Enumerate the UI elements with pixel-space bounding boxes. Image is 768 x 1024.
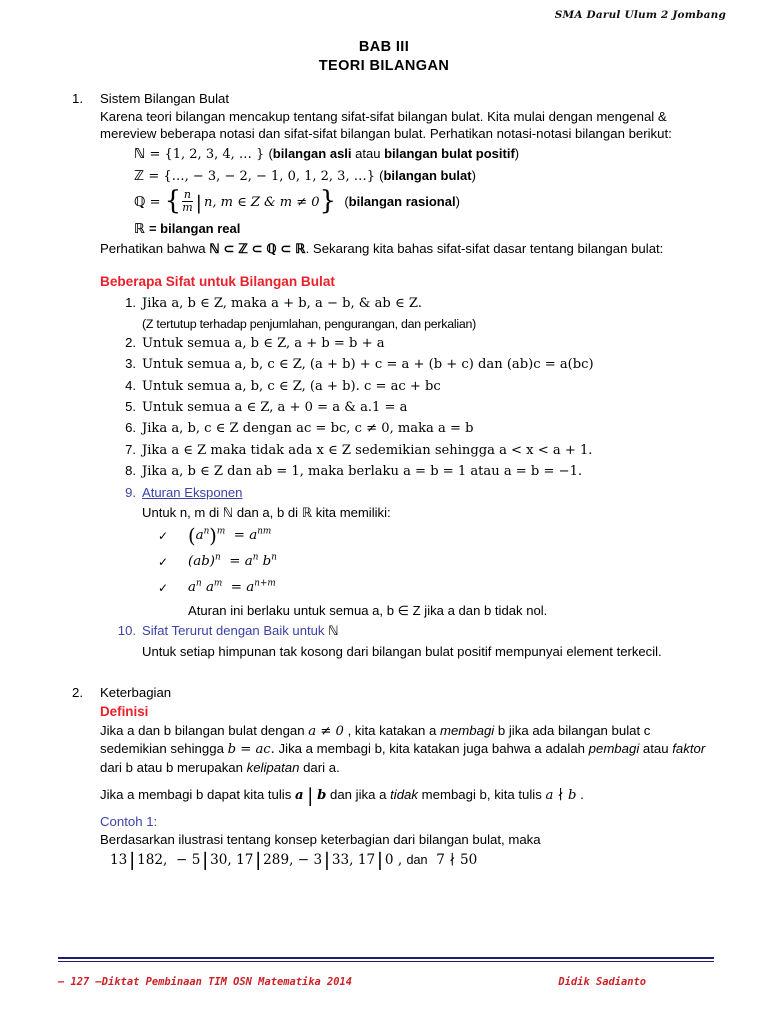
document-title (0, 38, 768, 76)
notation-N-desc-1: bilangan asli (272, 145, 352, 161)
section-2-heading: Keterbagian (100, 685, 172, 701)
title-line-1: BAB III (358, 39, 410, 55)
property-item (112, 354, 706, 375)
notation-Z-equation: = {…, − 3, − 2, − 1, 0, 1, 2, 3, …} (148, 168, 375, 184)
rule1-rhs-exp: nm (257, 526, 272, 537)
property-text: Untuk semua a, b, c ∈ Z, (a + b). c = ac + bc (142, 378, 441, 394)
property-item (112, 440, 706, 461)
notation-b: b (317, 787, 327, 803)
rule1-outer-exp: m (216, 526, 226, 537)
symbol-natural-numbers: ℕ (134, 145, 146, 162)
property-item (112, 461, 706, 482)
rule3-l2-exp: m (213, 578, 223, 589)
definisi-label: Definisi (100, 703, 149, 719)
properties-list (100, 293, 706, 662)
notation-Q-desc: bilangan rasional (348, 193, 456, 209)
notation-a: a (294, 787, 304, 803)
property-1-note: (Z tertutup terhadap penjumlahan, pengurangan, dan perkalian) (142, 316, 476, 331)
rule2-lhs: (ab) (188, 554, 216, 570)
closing-pre: Perhatikan bahwa (100, 240, 210, 256)
notation-N: ℕ = {1, 2, 3, 4, … } (bilangan asli atau bilangan bulat positif) (134, 145, 520, 162)
rule2-rhs2-exp: n (271, 552, 277, 563)
notation-text-c: membagi b, kita tulis (417, 786, 546, 802)
def-italic-pembagi: pembagi (588, 741, 640, 757)
contoh-lead: Berdasarkan ilustrasi tentang konsep keterbagian dari bilangan bulat, maka (100, 831, 541, 847)
property-text: Jika a, b ∈ Z dan ab = 1, maka berlaku a = b = 1 atau a = b = −1. (142, 464, 583, 480)
aturan-eksponen-link[interactable]: Aturan Eksponen (142, 484, 243, 500)
property-item (112, 293, 706, 314)
property-item (112, 397, 706, 418)
symbol-reals: ℝ (134, 220, 145, 237)
def-italic-kelipatan: kelipatan (246, 760, 300, 776)
rule3-rhs-exp: n+m (254, 578, 276, 589)
property-item (112, 376, 706, 397)
check-icon: ✓ (158, 581, 169, 596)
fraction-denominator: m (182, 200, 193, 214)
property-number: 9. (125, 484, 136, 500)
rule3-l1: a (188, 580, 196, 596)
notation-block (100, 143, 706, 240)
property-text: Jika a, b ∈ Z, maka a + b, a − b, & ab ∈ Z. (142, 296, 422, 312)
symbol-natural-numbers: ℕ (328, 623, 339, 639)
property-text: Jika a, b, c ∈ Z dengan ac = bc, c ≠ 0, maka a = b (142, 421, 474, 437)
section-1-closing (100, 240, 706, 258)
property-item (112, 333, 706, 354)
property-number: 2. (125, 334, 136, 350)
rule2-rhs2: b (262, 554, 272, 570)
property-number: 4. (125, 377, 136, 393)
def-math-b-eq-ac: b = ac. (227, 742, 275, 758)
notation-Z: ℤ = {…, − 3, − 2, − 1, 0, 1, 2, 3, …} (bilangan bulat) (134, 167, 476, 184)
italic-tidak: tidak (390, 786, 418, 802)
def-text-b: , kita katakan a (343, 722, 440, 738)
aturan-eksponen-note: Aturan ini berlaku untuk semua a, b ∈ Z jika a dan b tidak nol. (188, 603, 548, 619)
exponent-rule-1: ✓ $(a^n)^m = a^{nm}$ (158, 524, 272, 548)
section-1-number: 1. (72, 91, 83, 106)
footer-divider (58, 957, 714, 962)
examples-dan: dan (406, 853, 428, 868)
notation-text-d: . (576, 786, 584, 802)
def-text-g: dari a. (299, 760, 340, 776)
symbol-rationals: ℚ (134, 193, 146, 210)
definisi-paragraph-2: Jika a membagi b dapat kita tulis a ∣ b dan jika a tidak membagi b, kita tulis a ∤ b . (100, 785, 584, 807)
footer-author: Didik Sadianto (558, 976, 646, 988)
divisibility-examples: 13 ∣ 182, − 5 ∣ 30, 17 ∣ 289, − 3 ∣ 33, 17 ∣ 0 , dan 7 ∤ 50 (110, 849, 478, 873)
notation-Q-condition: n, m ∈ Z & m ≠ 0 (204, 194, 320, 210)
footer-left-text: – 127 –Diktat Pembinaan TIM OSN Matematika 2014 (58, 976, 353, 988)
example-right: 33, (331, 852, 354, 869)
example-left: − 3 (297, 852, 323, 869)
notation-not-divides: a ∤ b (545, 787, 577, 803)
property-number: 6. (125, 420, 136, 436)
section-2 (66, 684, 706, 872)
rule1-base: a (195, 528, 204, 544)
def-math-a-ne-0: a ≠ 0 (308, 723, 344, 739)
page-footer (58, 976, 714, 988)
notation-Q-eq-pre: = (149, 194, 161, 210)
section-1-intro: Karena teori bilangan mencakup tentang sifat-sifat bilangan bulat. Kita mulai dengan mengenal & mereview beberapa notasi dan sifat-sifat bilangan bulat. Perhatikan notasi-notasi bilangan berikut: (100, 108, 672, 142)
section-2-number: 2. (72, 685, 83, 701)
section-1-heading: Sistem Bilangan Bulat (100, 91, 230, 106)
rule1-inner-exp: n (203, 526, 210, 537)
def-text-f: dari b atau b merupakan (100, 760, 247, 776)
rule2-rhs1-exp: n (252, 552, 259, 563)
inclusion-chain: ℕ ⊂ ℤ ⊂ ℚ ⊂ ℝ (209, 240, 306, 256)
properties-block (66, 272, 706, 662)
rule3-l1-exp: n (195, 578, 202, 589)
property-item (112, 418, 706, 439)
def-italic-membagi: membagi (439, 722, 495, 738)
sifat-terurut-body: Untuk setiap himpunan tak kosong dari bilangan bulat positif mempunyai element terkecil. (142, 643, 662, 659)
definisi-paragraph-1 (100, 722, 706, 777)
notation-N-desc-2: bilangan bulat positif (384, 145, 515, 161)
example-right: 182, (137, 852, 168, 869)
property-text: Jika a ∈ Z maka tidak ada x ∈ Z sedemikian sehingga a < x < a + 1. (142, 442, 593, 458)
notation-R-equation: = bilangan real (148, 220, 241, 236)
notation-text-a: Jika a membagi b dapat kita tulis (100, 786, 295, 802)
example-left: − 5 (176, 852, 201, 869)
def-text-e: atau (639, 741, 673, 757)
check-icon: ✓ (158, 555, 169, 570)
closing-post: . Sekarang kita bahas sifat-sifat dasar tentang bilangan bulat: (305, 240, 664, 256)
property-number: 3. (125, 356, 136, 372)
school-header: SMA Darul Ulum 2 Jombang (554, 9, 726, 21)
notation-N-equation: = {1, 2, 3, 4, … } (149, 146, 265, 162)
notation-R (134, 218, 706, 240)
example-left: 17 (357, 852, 376, 869)
property-text: Untuk semua a ∈ Z, a + 0 = a & a.1 = a (142, 400, 408, 415)
contoh-label: Contoh 1: (100, 814, 158, 830)
rule3-rhs: a (246, 580, 255, 596)
property-item-9 (112, 483, 706, 622)
check-icon: ✓ (158, 529, 169, 544)
example-right: 30, (210, 852, 232, 869)
aturan-eksponen-lead: Untuk n, m di ℕ dan a, b di ℝ kita memiliki: (142, 505, 391, 521)
example-right: 289, (263, 852, 294, 869)
property-text: Untuk semua a, b, c ∈ Z, (a + b) + c = a + (b + c) dan (ab)c = a(bc) (142, 357, 594, 373)
fraction-numerator: n (183, 188, 191, 202)
property-text: Untuk semua a, b ∈ Z, a + b = b + a (142, 335, 385, 351)
property-number: 5. (125, 399, 136, 414)
rule3-l2: a (205, 580, 214, 596)
def-italic-faktor: faktor (672, 741, 706, 757)
fraction-n-over-m (182, 189, 192, 213)
notation-text-b: dan jika a (326, 786, 391, 802)
document-body (66, 90, 706, 872)
section-1 (66, 90, 706, 257)
exponent-rule-2: ✓ $(ab)^n = a^n$ $b^n$ (142, 549, 706, 575)
example-left: 17 (236, 852, 254, 869)
rule2-lhs-exp: n (215, 552, 221, 563)
symbol-integers: ℤ (134, 167, 145, 184)
notation-N-desc-mid: atau (351, 145, 385, 161)
example-left: 13 (110, 852, 128, 869)
def-text-a: Jika a dan b bilangan bulat dengan (100, 722, 309, 738)
examples-tail: 7 ∤ 50 (436, 852, 478, 869)
property-number: 10. (117, 623, 136, 639)
def-text-c: b jika ada bilangan bulat c sedemikian sehingga (100, 722, 651, 757)
property-number: 1. (125, 295, 136, 311)
def-text-d: Jika a membagi b, kita katakan juga bahwa a adalah (274, 741, 589, 757)
example-right: 0 , (384, 852, 403, 869)
properties-heading: Beberapa Sifat untuk Bilangan Bulat (100, 274, 335, 290)
rule1-rhs-base: a (249, 528, 258, 544)
rule2-rhs1: a (244, 554, 253, 570)
sifat-terurut-label[interactable]: Sifat Terurut dengan Baik untuk (142, 623, 325, 639)
notation-Q: ℚ = { $\frac{n}{m}$ | n, m ∈ Z & m ≠ 0} (bilangan rasional) (134, 186, 460, 217)
property-number: 8. (125, 463, 136, 479)
notation-Z-desc: bilangan bulat (383, 167, 472, 183)
title-line-2: TEORI BILANGAN (318, 58, 450, 74)
property-number: 7. (125, 441, 136, 457)
property-item-10 (112, 621, 706, 662)
exponent-rule-3: ✓ $a^n$ $a^m = a^{n+m}$ (142, 575, 706, 601)
